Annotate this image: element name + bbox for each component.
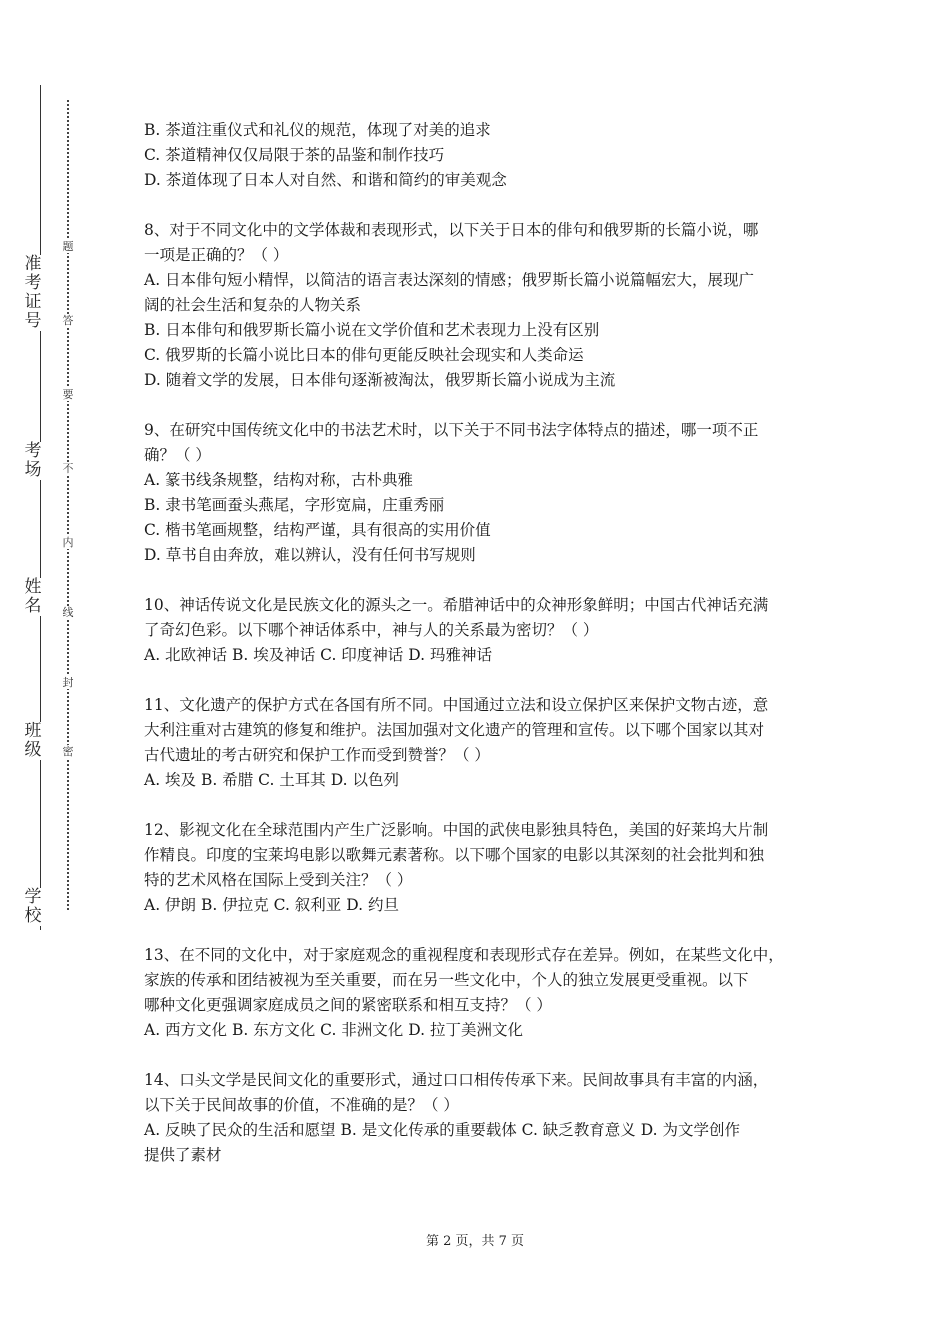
question-13 [144,943,816,1043]
question-line: 14、口头文学是民间文化的重要形式，通过口口相传传承下来。民间故事具有丰富的内涵， [144,1071,769,1089]
option-line: A. 西方文化 B. 东方文化 C. 非洲文化 D. 拉丁美洲文化 [144,1021,523,1039]
page-number: 第 2 页，共 7 页 [425,1234,525,1249]
field-label-exam-number: 准考证号 [22,255,44,331]
question-line: 13、在不同的文化中，对于家庭观念的重视程度和表现形式存在差异。例如，在某些文化中， [144,946,784,964]
option-line: D. 草书自由奔放，难以辨认，没有任何书写规则 [144,546,476,564]
question-7-continued [144,118,816,193]
question-11 [144,693,816,793]
option-line: B. 隶书笔画蚕头燕尾，字形宽扁，庄重秀丽 [144,496,445,514]
option-line: D. 茶道体现了日本人对自然、和谐和简约的审美观念 [144,171,507,189]
question-line: 9、在研究中国传统文化中的书法艺术时，以下关于不同书法字体特点的描述，哪一项不正 [144,421,759,439]
seal-char: 封 [60,676,76,689]
binding-margin [0,0,90,1344]
question-line: 确？（ ） [144,446,211,464]
field-label-name: 姓名 [22,578,44,616]
seal-char: 题 [60,240,76,253]
seal-char: 答 [60,314,76,327]
option-line: A. 日本俳句短小精悍，以简洁的语言表达深刻的情感；俄罗斯长篇小说篇幅宏大，展现广 [144,271,755,289]
question-line: 以下关于民间故事的价值，不准确的是？（ ） [144,1096,459,1114]
option-line: A. 反映了民众的生活和愿望 B. 是文化传承的重要载体 C. 缺乏教育意义 D. 为文学创作 [144,1121,740,1139]
option-line: D. 随着文学的发展，日本俳句逐渐被淘汰，俄罗斯长篇小说成为主流 [144,371,616,389]
field-label-class: 班级 [22,722,44,760]
question-line: 特的艺术风格在国际上受到关注？（ ） [144,871,413,889]
seal-char: 不 [60,462,76,475]
question-line: 哪种文化更强调家庭成员之间的紧密联系和相互支持？（ ） [144,996,552,1014]
question-10 [144,593,816,668]
exam-content [144,118,816,1168]
question-line: 10、神话传说文化是民族文化的源头之一。希腊神话中的众神形象鲜明；中国古代神话充满 [144,596,769,614]
field-label-school: 学校 [22,888,44,926]
option-line: C. 茶道精神仅仅局限于茶的品鉴和制作技巧 [144,146,445,164]
option-line: A. 篆书线条规整，结构对称，古朴典雅 [144,471,414,489]
question-line: 12、影视文化在全球范围内产生广泛影响。中国的武侠电影独具特色，美国的好莱坞大片制 [144,821,769,839]
question-14 [144,1068,816,1168]
question-line: 了奇幻色彩。以下哪个神话体系中，神与人的关系最为密切？（ ） [144,621,599,639]
option-line: A. 埃及 B. 希腊 C. 土耳其 D. 以色列 [144,771,399,789]
option-line: C. 俄罗斯的长篇小说比日本的俳句更能反映社会现实和人类命运 [144,346,584,364]
question-12 [144,818,816,918]
question-line: 家族的传承和团结被视为至关重要，而在另一些文化中，个人的独立发展更受重视。以下 [144,971,749,989]
option-line: 提供了素材 [144,1146,222,1164]
seal-char: 密 [60,745,76,758]
binding-solid-line [40,85,41,930]
option-line: B. 日本俳句和俄罗斯长篇小说在文学价值和艺术表现力上没有区别 [144,321,600,339]
question-line: 大利注重对古建筑的修复和维护。法国加强对文化遗产的管理和宣传。以下哪个国家以其对 [144,721,765,739]
question-line: 古代遗址的考古研究和保护工作而受到赞誉？（ ） [144,746,490,764]
option-line: A. 北欧神话 B. 埃及神话 C. 印度神话 D. 玛雅神话 [144,646,492,664]
option-line: C. 楷书笔画规整，结构严谨，具有很高的实用价值 [144,521,491,539]
question-line: 8、对于不同文化中的文学体裁和表现形式，以下关于日本的俳句和俄罗斯的长篇小说，哪 [144,221,759,239]
seal-dotted-line [67,100,69,910]
seal-char: 内 [60,536,76,549]
option-line: A. 伊朗 B. 伊拉克 C. 叙利亚 D. 约旦 [144,896,399,914]
question-8 [144,218,816,393]
option-line: 阔的社会生活和复杂的人物关系 [144,296,362,314]
field-label-exam-room: 考场 [22,442,44,480]
seal-char: 要 [60,388,76,401]
question-line: 一项是正确的？（ ） [144,246,289,264]
question-line: 11、文化遗产的保护方式在各国有所不同。中国通过立法和设立保护区来保护文物古迹，意 [144,696,769,714]
question-9 [144,418,816,568]
option-line: B. 茶道注重仪式和礼仪的规范，体现了对美的追求 [144,121,491,139]
seal-char: 线 [60,606,76,619]
question-line: 作精良。印度的宝莱坞电影以歌舞元素著称。以下哪个国家的电影以其深刻的社会批判和独 [144,846,765,864]
